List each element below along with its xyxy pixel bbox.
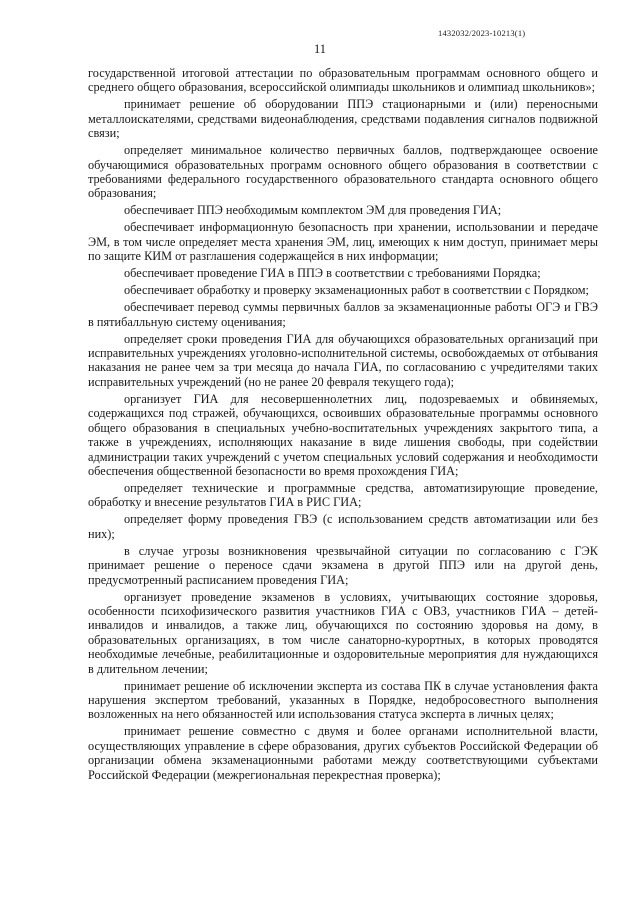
paragraph: принимает решение об оборудовании ППЭ стационарными и (или) переносными металлоискателями, средствами видеонаблюдения, средствами подавления сигналов подвижной связи; <box>88 97 598 141</box>
paragraph: принимает решение совместно с двумя и более органами исполнительной власти, осуществляющих управление в сфере образования, других субъектов Российской Федерации об организации обмена экзаменационными работами между соответствующими субъектами Российской Федерации (межрегиональная перекрестная проверка); <box>88 724 598 782</box>
paragraph: определяет сроки проведения ГИА для обучающихся образовательных организаций при исправительных учреждениях уголовно-исполнительной системы, освобождаемых от отбывания наказания не ранее чем за три месяца до начала ГИА, по согласованию с учредителями таких исправительных учреждений (но не ранее 20 февраля текущего года); <box>88 331 598 389</box>
document-registration-number: 1432032/2023-10213(1) <box>438 28 526 38</box>
paragraph: обеспечивает перевод суммы первичных баллов за экзаменационные работы ОГЭ и ГВЭ в пятибалльную систему оценивания; <box>88 300 598 329</box>
paragraph: организует ГИА для несовершеннолетних лиц, подозреваемых и обвиняемых, содержащихся под стражей, обучающихся, освоивших образовательные программы основного общего образования в специальных учебно-воспитательных учреждениях закрытого типа, а также в учреждениях, исполняющих наказание в виде лишения свободы, при содействии администрации таких учреждений с учетом специальных условий содержания и необходимости обеспечения общественной безопасности во время прохождения ГИА; <box>88 391 598 478</box>
paragraph: обеспечивает обработку и проверку экзаменационных работ в соответствии с Порядком; <box>124 283 589 298</box>
paragraph: принимает решение об исключении эксперта из состава ПК в случае установления факта нарушения экспертом требований, указанных в Порядке, недобросовестного выполнения возложенных на него обязанностей или использования статуса эксперта в личных целях; <box>88 678 598 722</box>
paragraph: определяет форму проведения ГВЭ (с использованием средств автоматизации или без них); <box>88 512 598 541</box>
paragraph: определяет минимальное количество первичных баллов, подтверждающее освоение обучающимися образовательных программ основного общего образования в соответствии с требованиями федерального государственного образовательного стандарта основного общего образования; <box>88 143 598 201</box>
paragraph: определяет технические и программные средства, автоматизирующие проведение, обработку и внесение результатов ГИА в РИС ГИА; <box>88 480 598 510</box>
paragraph: в случае угрозы возникновения чрезвычайной ситуации по согласованию с ГЭК принимает решение о переносе сдачи экзамена в другой ППЭ или на другой день, предусмотренный расписанием проведения ГИА; <box>88 543 598 587</box>
document-body <box>88 66 598 785</box>
paragraph: государственной итоговой аттестации по образовательным программам основного общего и среднего общего образования, всероссийской олимпиады школьников и олимпиад школьников»; <box>88 66 598 95</box>
paragraph: обеспечивает проведение ГИА в ППЭ в соответствии с требованиями Порядка; <box>124 266 541 281</box>
paragraph: обеспечивает ППЭ необходимым комплектом ЭМ для проведения ГИА; <box>124 203 502 218</box>
paragraph: обеспечивает информационную безопасность при хранении, использовании и передаче ЭМ, в том числе определяет места хранения ЭМ, лиц, имеющих к ним доступ, принимает меры по защите КИМ от разглашения содержащейся в них информации; <box>88 220 598 264</box>
page-number: 11 <box>313 42 327 56</box>
paragraph: организует проведение экзаменов в условиях, учитывающих состояние здоровья, особенности психофизического развития участников ГИА с ОВЗ, участников ГИА – детей-инвалидов и инвалидов, а также лиц, обучающихся по состоянию здоровья на дому, в образовательных организациях, в том числе санаторно-курортных, в которых проводятся необходимые лечебные, реабилитационные и оздоровительные мероприятия для нуждающихся в длительном лечении; <box>88 589 598 676</box>
